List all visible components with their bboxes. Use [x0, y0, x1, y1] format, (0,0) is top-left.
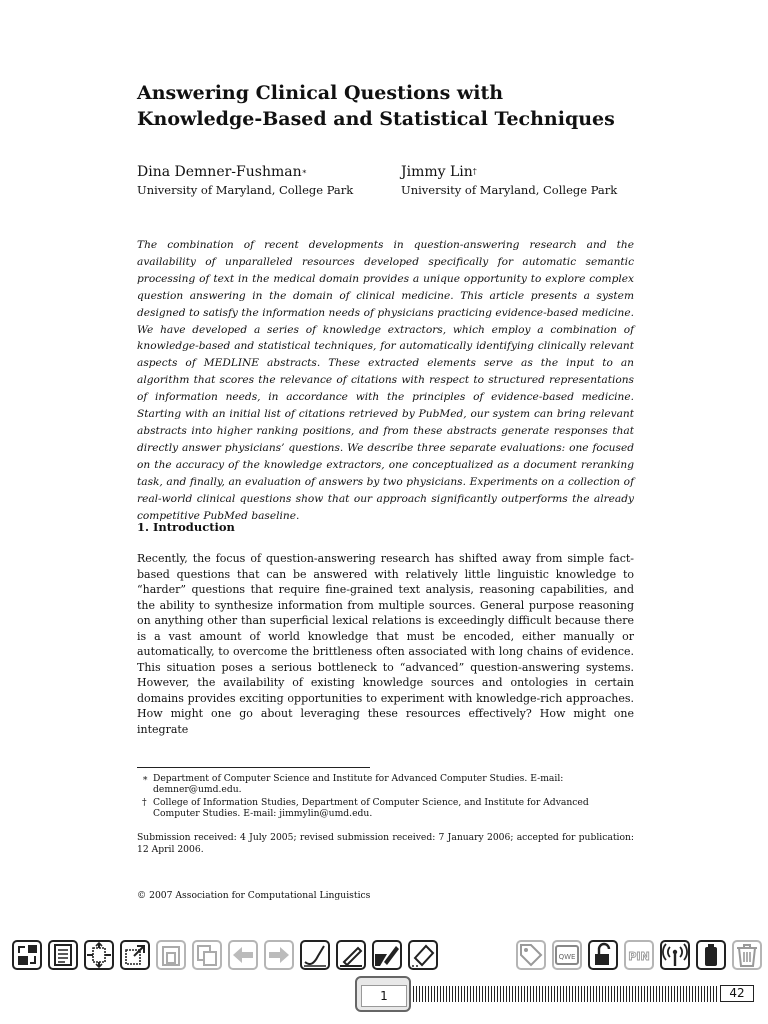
trash-button[interactable] — [732, 940, 762, 970]
author-name: Dina Demner-Fushman — [137, 164, 302, 180]
highlighter-tool-button[interactable] — [372, 940, 402, 970]
page-scrubber-track[interactable] — [413, 986, 718, 1002]
copy-page-button[interactable] — [192, 940, 222, 970]
trash-icon — [734, 942, 760, 968]
eraser-tool-button[interactable] — [408, 940, 438, 970]
screen-rotate-button[interactable] — [12, 940, 42, 970]
footnote-text: College of Information Studies, Department of Computer Science, and Institute for Advanced Computer Studies. E-mail: jimmylin@umd.edu. — [153, 797, 589, 819]
screen-rotate-icon — [14, 942, 40, 968]
wireless-button[interactable] — [660, 940, 690, 970]
forward-arrow-icon — [266, 942, 292, 968]
fullscreen-button[interactable] — [120, 940, 150, 970]
table-of-contents-button[interactable] — [48, 940, 78, 970]
author-affiliation: University of Maryland, College Park — [401, 183, 618, 197]
keyboard-button[interactable] — [552, 940, 582, 970]
footnote-divider — [137, 767, 370, 768]
toc-icon — [50, 942, 76, 968]
footnote-text: Department of Computer Science and Institute for Advanced Computer Studies. E-mail: demner@umd.edu. — [153, 773, 564, 795]
pen-tool-button[interactable] — [300, 940, 330, 970]
wireless-icon — [662, 942, 688, 968]
battery-icon — [698, 942, 724, 968]
abstract-paragraph: The combination of recent developments in question-answering research and the availability of unparalleled resources developed specifically for automatic semantic processing of text in the medical domain provides a unique opportunity to explore complex question answering in the domain of clinical medicine. This article presents a system designed to satisfy the information needs of physicians practicing evidence-based medicine. We have developed a series of knowledge extractors, which employ a combination of knowledge-based and statistical techniques, for automatically identifying clinically relevant aspects of MEDLINE abstracts. These extracted elements serve as the input to an algorithm that scores the relevance of citations with respect to structured representations of information needs, in accordance with the principles of evidence-based medicine. Starting with an initial list of citations retrieved by PubMed, our system can bring relevant abstracts into higher ranking positions, and from these abstracts generate responses that directly answer physicians’ questions. We describe three separate evaluations: one focused on the accuracy of the knowledge extractors, one conceptualized as a document reranking task, and finally, an evaluation of answers by two physicians. Experiments on a collection of real-world clinical questions show that our approach significantly outperforms the already competitive PubMed baseline. — [137, 239, 634, 522]
submission-dates: Submission received: 4 July 2005; revised submission received: 7 January 2006; accepted for publication: 12 April 2006. — [137, 832, 634, 855]
copyright-notice: © 2007 Association for Computational Linguistics — [137, 890, 371, 901]
page-number-box[interactable] — [355, 976, 411, 1012]
tag-button[interactable] — [516, 940, 546, 970]
author-name: Jimmy Lin — [401, 164, 473, 180]
pen-icon — [302, 942, 328, 968]
pin-icon — [626, 942, 652, 968]
pin-button[interactable] — [624, 940, 654, 970]
document-title — [137, 80, 657, 132]
footnote-symbol: ∗ — [142, 773, 149, 784]
title-line-2: Knowledge-Based and Statistical Techniques — [137, 108, 615, 130]
title-line-1: Answering Clinical Questions with — [137, 82, 504, 104]
svg-text:PIN: PIN — [628, 950, 650, 963]
author-footnote-mark: † — [472, 167, 477, 176]
underline-pen-icon — [338, 942, 364, 968]
introduction-paragraph: Recently, the focus of question-answering research has shifted away from simple fact-based questions that can be answered with relatively little linguistic knowledge to “harder” questions that require fine-grained text analysis, reasoning capabilities, and the ability to synthesize information from multiple sources. General purpose reasoning on anything other than superficial lexical relations is exceedingly difficult because there is a vast amount of world knowledge that must be encoded, either manually or automatically, to overcome the brittleness often associated with long chains of evidence. This situation poses a serious bottleneck to “advanced” question-answering systems. However, the availability of existing knowledge sources and ontologies in certain domains provides exciting opportunities to experiment with knowledge-rich approaches. How might one go about leveraging these resources effectively? How might one integrate — [137, 552, 634, 736]
current-page-number[interactable]: 1 — [361, 985, 407, 1007]
back-button[interactable] — [228, 940, 258, 970]
total-pages: 42 — [720, 985, 754, 1002]
fullscreen-icon — [122, 942, 148, 968]
tag-icon — [518, 942, 544, 968]
footnote-symbol: † — [142, 797, 147, 808]
keyboard-icon — [554, 942, 580, 968]
overview-icon — [158, 942, 184, 968]
unlock-icon — [590, 942, 616, 968]
eraser-icon — [410, 942, 436, 968]
svg-text:QWE: QWE — [558, 953, 576, 961]
footnote-1 — [137, 773, 634, 795]
author-block-2 — [401, 163, 617, 199]
lock-button[interactable] — [588, 940, 618, 970]
section-heading: 1. Introduction — [137, 520, 235, 534]
author-footnote-mark: ∗ — [301, 167, 308, 176]
author-affiliation: University of Maryland, College Park — [137, 183, 354, 197]
forward-button[interactable] — [264, 940, 294, 970]
page-overview-button[interactable] — [156, 940, 186, 970]
copy-page-icon — [194, 942, 220, 968]
back-arrow-icon — [230, 942, 256, 968]
fit-page-icon — [86, 942, 112, 968]
battery-button[interactable] — [696, 940, 726, 970]
fit-page-button[interactable] — [84, 940, 114, 970]
underline-tool-button[interactable] — [336, 940, 366, 970]
author-block-1 — [137, 163, 353, 199]
highlighter-icon — [374, 942, 400, 968]
footnote-2 — [137, 797, 634, 819]
